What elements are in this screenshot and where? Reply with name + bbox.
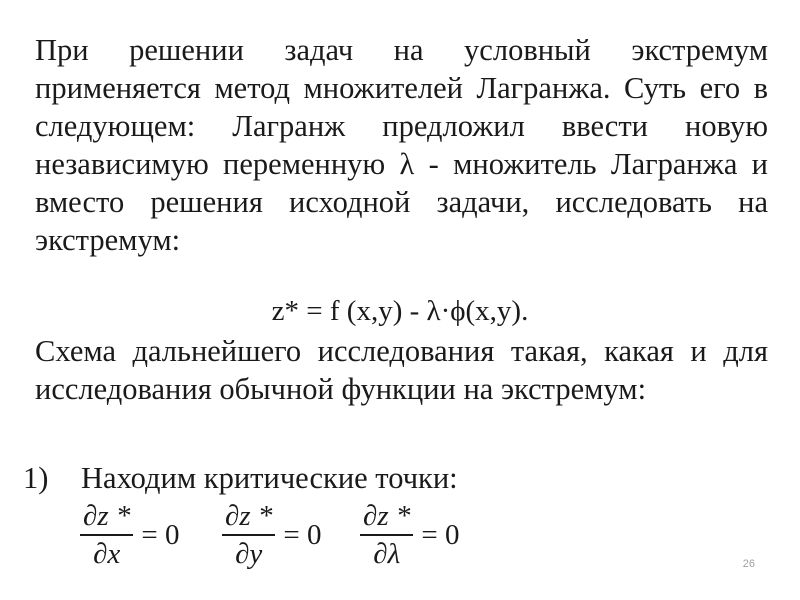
fraction-numerator: ∂z * bbox=[225, 500, 273, 532]
fraction-denominator: ∂y bbox=[235, 538, 263, 570]
fraction bbox=[360, 498, 413, 572]
fraction-numerator: ∂z * bbox=[363, 500, 411, 532]
list-item-number: 1) bbox=[23, 461, 49, 495]
intro-paragraph: При решении задач на условный экстремум применяется метод множителей Лагранжа. Суть его в следующем: Лагранж предложил ввести новую независимую переменную λ - множитель Лагранжа и вместо решения исходной задачи, исследовать на экстремум: bbox=[35, 33, 768, 257]
fraction bbox=[222, 498, 275, 572]
list-item-text: Находим критические точки: bbox=[81, 461, 458, 495]
derivative-equation-lambda bbox=[360, 498, 459, 572]
fraction-denominator: ∂λ bbox=[373, 538, 401, 570]
page-number: 26 bbox=[742, 558, 755, 570]
derivative-equation-x bbox=[80, 498, 179, 572]
lagrange-formula: z* = f (x,y) - λ·ϕ(x,y). bbox=[271, 295, 529, 327]
derivative-equation-y bbox=[222, 498, 321, 572]
fraction-denominator: ∂x bbox=[93, 538, 121, 570]
fraction bbox=[80, 498, 133, 572]
scheme-paragraph: Схема дальнейшего исследования такая, какая и для исследования обычной функции на экстремум: bbox=[35, 334, 768, 406]
equals-zero: = 0 bbox=[283, 518, 322, 551]
equals-zero: = 0 bbox=[421, 518, 460, 551]
fraction-numerator: ∂z * bbox=[83, 500, 131, 532]
equals-zero: = 0 bbox=[141, 518, 180, 551]
